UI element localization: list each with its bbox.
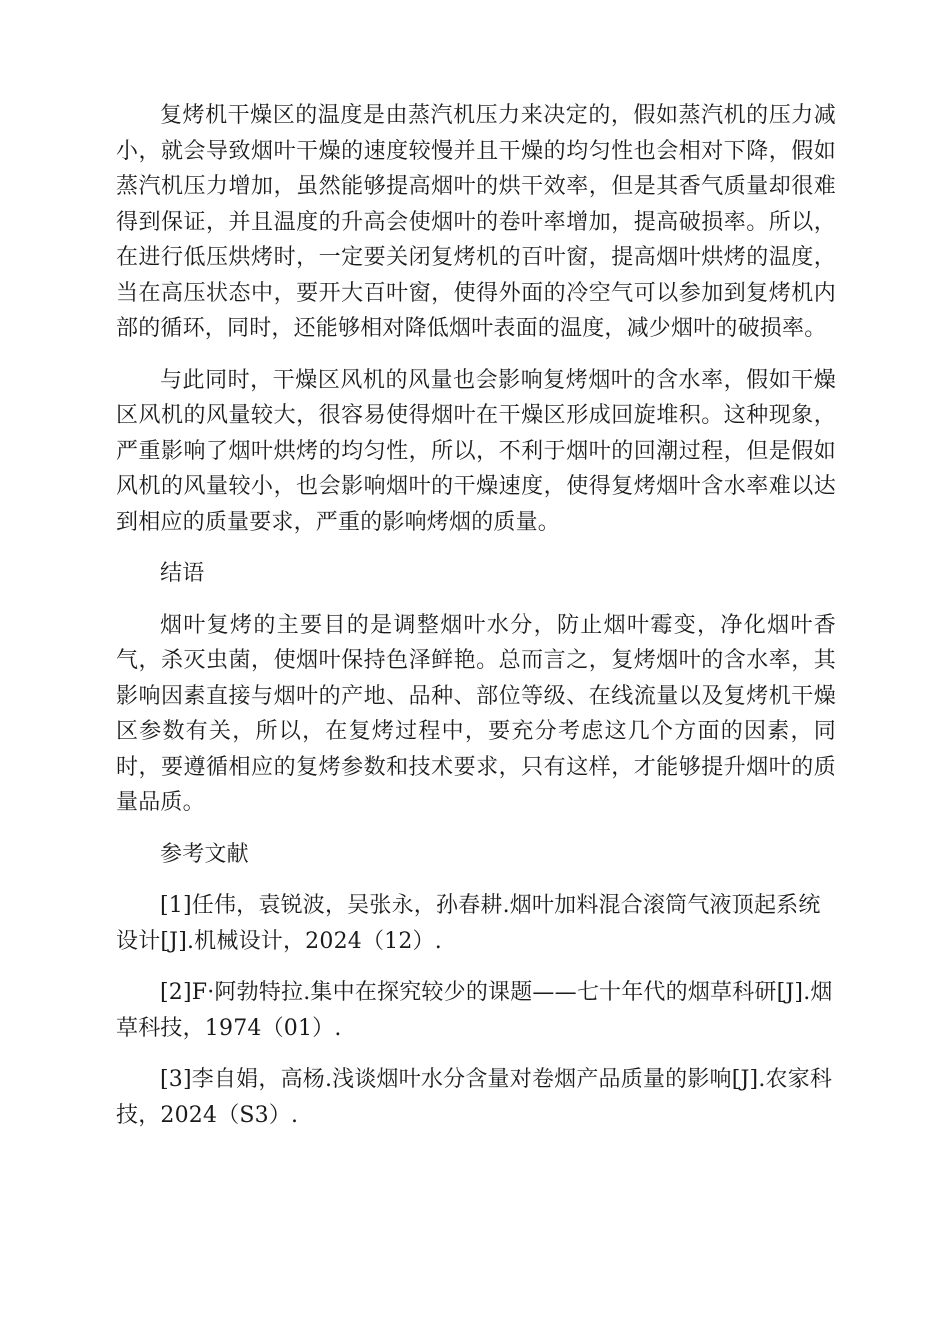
conclusion-heading: 结语 (160, 561, 205, 586)
references-heading: 参考文献 (160, 841, 249, 867)
body-paragraph: 与此同时，干燥区风机的风量也会影响复烤烟叶的含水率，假如干燥区风机的风量较大，很容易使得烟叶在干燥区形成回旋堆积。这种现象，严重影响了烟叶烘烤的均匀性，所以，不利于烟叶的回潮过程，但是假如风机的风量较小，也会影响烟叶的干燥速度，使得复烤烟叶含水率难以达到相应的质量要求，严重的影响烤烟的质量。 (116, 367, 836, 535)
body-paragraph: 复烤机干燥区的温度是由蒸汽机压力来决定的，假如蒸汽机的压力减小，就会导致烟叶干燥的速度较慢并且干燥的均匀性也会相对下降，假如蒸汽机压力增加，虽然能够提高烟叶的烘干效率，但是其香气质量却很难得到保证，并且温度的升高会使烟叶的卷叶率增加，提高破损率。所以，在进行低压烘烤时，一定要关闭复烤机的百叶窗，提高烟叶烘烤的温度，当在高压状态中，要开大百叶窗，使得外面的冷空气可以参加到复烤机内部的循环，同时，还能够相对降低烟叶表面的温度，减少烟叶的破损率。 (116, 103, 836, 341)
reference-item: [1]任伟，袁锐波，吴张永，孙春耕.烟叶加料混合滚筒气液顶起系统设计[J].机械设计，2024（12）. (116, 893, 821, 954)
conclusion-paragraph: 烟叶复烤的主要目的是调整烟叶水分，防止烟叶霉变，净化烟叶香气，杀灭虫菌，使烟叶保持色泽鲜艳。总而言之，复烤烟叶的含水率，其影响因素直接与烟叶的产地、品种、部位等级、在线流量以及复烤机干燥区参数有关，所以，在复烤过程中，要充分考虑这几个方面的因素，同时，要遵循相应的复烤参数和技术要求，只有这样，才能够提升烟叶的质量品质。 (116, 612, 836, 815)
reference-item: [3]李自娟，高杨.浅谈烟叶水分含量对卷烟产品质量的影响[J].农家科技，2024（S3）. (116, 1067, 833, 1128)
document-page (116, 98, 836, 1149)
reference-item: [2]F·阿勃特拉.集中在探究较少的课题——七十年代的烟草科研[J].烟草科技，1974（01）. (116, 980, 833, 1041)
